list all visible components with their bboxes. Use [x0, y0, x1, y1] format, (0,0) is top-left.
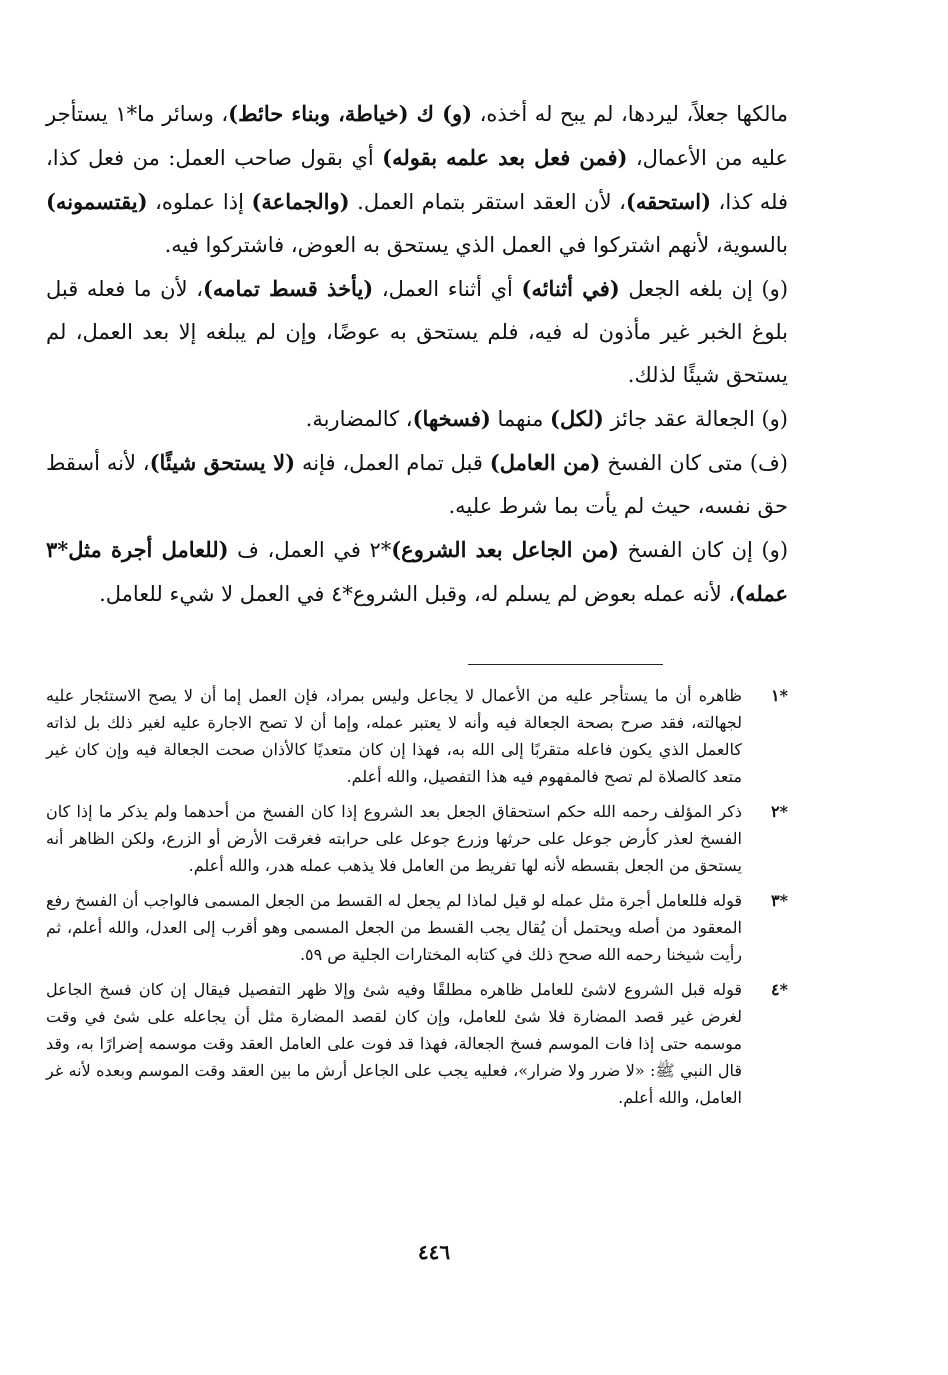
- text-segment: إذا عملوه،: [147, 190, 252, 214]
- text-segment: (و) الجعالة عقد جائز: [603, 407, 788, 431]
- text-segment: ، كالمضاربة.: [305, 407, 413, 431]
- bold-text-segment: (يقتسمونه): [46, 189, 148, 214]
- footnote-text: ذكر المؤلف رحمه الله حكم استحقاق الجعل بعد الشروع إذا كان الفسخ من أحدهما ولم يذكر ما إذا كان الفسخ لعذر كأرض جوعل على حرثها وزرع جوعل على حرابته فغرقت الأرض أو الزرع، ولكن الظاهر أنه يستحق من الجعل بقسطه لأنه لها تفريط من العامل فلا يذهب عمله هدر، والله أعلم.: [46, 802, 742, 875]
- text-segment: (و) إن بلغه الجعل: [619, 277, 789, 301]
- bold-text-segment: (يأخذ قسط تمامه): [203, 276, 374, 301]
- text-segment: ، لأنه عمله بعوض لم يسلم له، وقبل الشروع*٤ في العمل لا شيء للعامل.: [99, 582, 736, 606]
- footnote-divider: [468, 664, 663, 665]
- footnote-text: قوله فللعامل أجرة مثل عمله لو قيل لماذا لم يجعل له القسط من الجعل المسمى فالواجب أن الفسخ رفع المعقود من أصله ويحتمل أن يُقال يجب القسط من الجعل المسمى وهو أقرب إلى العدل، والله أعلم، ثم رأيت شيخنا رحمه الله صحح ذلك في كتابه المختارات الجلية ص ٥٩.: [46, 891, 742, 964]
- footnote: [46, 682, 788, 790]
- footnote: [46, 976, 788, 1111]
- footnotes: [46, 682, 788, 1119]
- bold-text-segment: (من العامل): [489, 450, 601, 475]
- bold-text-segment: (والجماعة): [251, 189, 350, 214]
- bold-text-segment: (من الجاعل بعد الشروع): [391, 537, 619, 562]
- bold-text-segment: (في أثنائه): [521, 276, 620, 301]
- main-text: [46, 92, 788, 616]
- footnote-number: *٣: [771, 891, 788, 910]
- footnote-number: *٢: [771, 802, 788, 821]
- text-segment: (و) إن كان الفسخ: [618, 538, 789, 562]
- paragraph: [46, 441, 788, 528]
- bold-text-segment: (فسخها): [412, 406, 491, 431]
- text-segment: (ف) متى كان الفسخ: [600, 451, 788, 475]
- text-segment: ، لأن العقد استقر بتمام العمل.: [349, 190, 626, 214]
- text-segment: *٢ في العمل، ف: [228, 538, 392, 562]
- text-segment: قبل تمام العمل، فإنه: [295, 451, 490, 475]
- paragraph: [46, 267, 788, 397]
- bold-text-segment: (للعامل أجرة مثل*٣ عمله): [46, 537, 788, 606]
- bold-text-segment: (لا يستحق شيئًا): [149, 450, 296, 475]
- text-segment: منهما: [490, 407, 551, 431]
- paragraph: [46, 92, 788, 267]
- paragraph: [46, 528, 788, 616]
- footnote-text: قوله قبل الشروع لاشئ للعامل ظاهره مطلقًا وفيه شئ وإلا ظهر التفصيل فيقال إن كان فسخ الجاعل لغرض غير قصد المضارة فلا شئ للعامل، وإن كان لقصد المضارة مثل أن يجاعله على شئ في وقت موسمه حتى إذا فات الموسم فسخ الجعالة، فهذا قد فوت على العامل العقد وقت موسمه إضرارًا به، وقد قال النبي ﷺ: «لا ضرر ولا ضرار»، فعليه يجب على الجاعل أرش ما بين العقد وقت الموسم وبعده لأنه غر العامل، والله أعلم.: [46, 980, 742, 1107]
- footnote-text: ظاهره أن ما يستأجر عليه من الأعمال لا يجاعل وليس بمراد، فإن العمل إما أن لا يصح الاستئجار عليه لجهالته، فقد صرح بصحة الجعالة فيه وأنه لا يعتبر عمله، وإما أن لا تصح الاجارة عليه لغير ذلك بل لذاته كالعمل الذي يكون فاعله متقربًا إلى الله به، فهذا إن كان متعديًا كالأذان صحت الجعالة فيه وإن كان غير متعد كالصلاة لم تصح فالمفهوم فيه هذا التفصيل، والله أعلم.: [46, 686, 743, 786]
- text-segment: ، لأنه أسقط حق نفسه، حيث لم يأت بما شرط عليه.: [46, 451, 788, 518]
- text-segment: ، لأن ما فعله قبل بلوغ الخبر غير مأذون له فيه، فلم يستحق به عوضًا، وإن لم يبلغه إلا بعد العمل، لم يستحق شيئًا لذلك.: [46, 277, 788, 387]
- footnote: [46, 887, 788, 968]
- paragraph: [46, 397, 788, 441]
- footnote-number: *١: [771, 686, 788, 705]
- bold-text-segment: (استحقه): [625, 189, 711, 214]
- footnote: [46, 798, 788, 879]
- bold-text-segment: (لكل): [550, 406, 604, 431]
- bold-text-segment: (و) ك (خياطة، وبناء حائط): [228, 101, 473, 126]
- page-number: ٤٤٦: [417, 1240, 451, 1264]
- text-segment: مالكها جعلاً، ليردها، لم يبح له أخذه،: [472, 102, 789, 126]
- text-segment: بالسوية، لأنهم اشتركوا في العمل الذي يستحق به العوض، فاشتركوا فيه.: [164, 233, 788, 257]
- text-segment: أي أثناء العمل،: [373, 277, 522, 301]
- footnote-number: *٤: [771, 980, 788, 999]
- bold-text-segment: (فمن فعل بعد علمه بقوله): [382, 145, 628, 170]
- text-segment: ، وسائر ما*١ يستأجر عليه من الأعمال،: [46, 102, 788, 170]
- text-segment: أي بقول صاحب العمل: من فعل كذا، فله كذا،: [46, 146, 788, 214]
